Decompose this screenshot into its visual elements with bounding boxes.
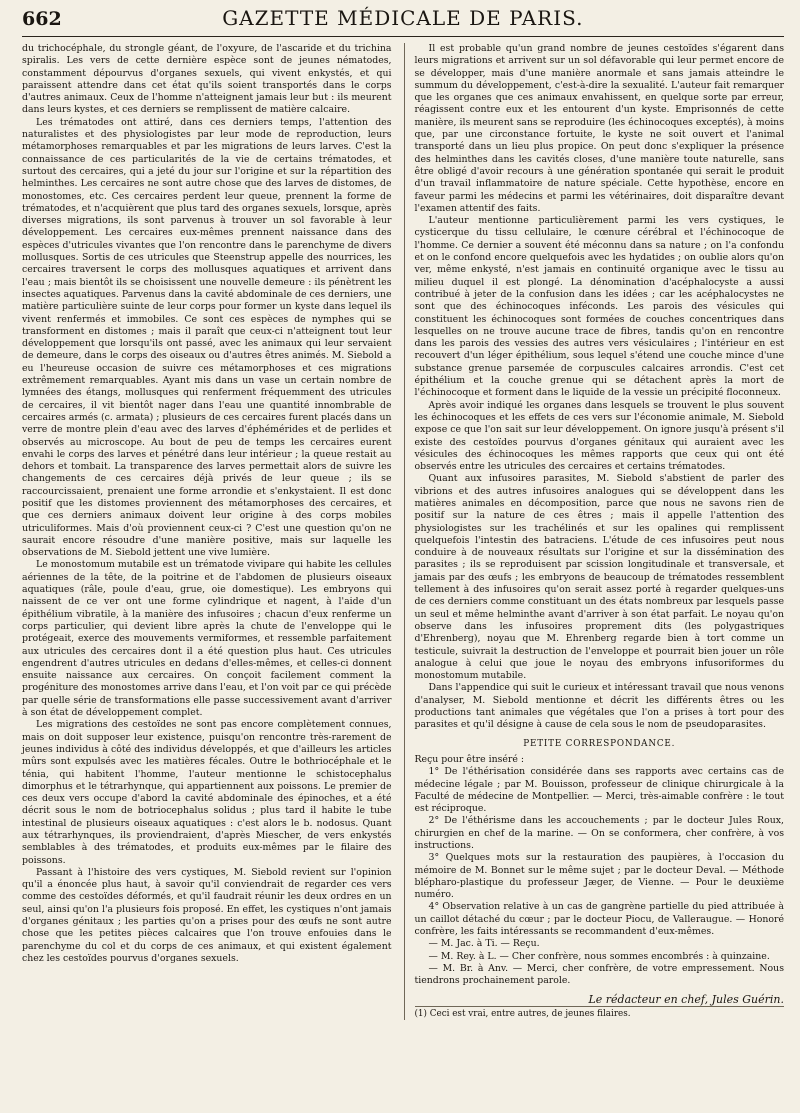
correspondence-item: 3° Quelques mots sur la restauration des paupières, à l'occasion du mémoire de M. Bonnet sur le même sujet ; par le docteur Deval. — Méthode blépharo-plastique du professeur Jæger, de Vienne. — Pour le deuxième numéro. [414, 852, 784, 901]
left-paragraph: Les trématodes ont attiré, dans ces derniers temps, l'attention des naturalistes et des physiologistes par leur mode de reproduction, leurs métamorphoses remarquables et par les migrations de leurs larves. C'est la connaissance de ces particularités de la vie de certains trématodes, et surtout des cercaires, qui a jeté du jour sur l'origine et sur la répartition des helminthes. Les cercaires ne sont autre chose que des larves de distomes, de monostomes, etc. Ces cercaires perdent leur queue, prennent la forme de trématodes, et n'acquièrent que plus tard des organes sexuels, lorsque, après diverses migrations, ils sont parvenus à trouver un sol favorable à leur développement. Les cercaires eux-mêmes prennent naissance dans des espèces d'utricules vivantes que l'on rencontre dans le parenchyme de divers mollusques. Sortis de ces utricules que Steenstrup appelle des nourrices, les cercaires traversent le corps des mollusques aquatiques et arrivent dans l'eau ; mais bientôt ils se choisissent une nouvelle demeure : ils pénètrent les insectes aquatiques. Parvenus dans la cavité abdominale de ces derniers, une matière particulière suinte de leur corps pour former un kyste dans lequel ils vivent renfermés et immobiles. Ce sont ces espèces de nymphes qui se transforment en distomes ; mais il paraît que ceux-ci n'atteignent tout leur développement que lorsqu'ils ont passé, avec les animaux qui leur servaient de demeure, dans le corps des oiseaux ou d'autres êtres animés. M. Siebold a eu l'heureuse occasion de suivre ces métamorphoses et ces migrations extrêmement remarquables. Ayant mis dans un vase un certain nombre de lymnées des étangs, mollusques qui renferment fréquemment des utricules de cercaires, il vit bientôt nager dans l'eau une quantité innombrable de cercaires armés (c. armata) ; plusieurs de ces cercaires furent placés dans un verre de montre plein d'eau avec des larves d'éphémérides et de perlides et observés au microscope. Au bout de peu de temps les cercaires eurent envahi le corps des larves et pénétré dans leur intérieur ; la queue restait au dehors et tombait. La transparence des larves permettait alors de suivre les changements de ces cercaires déjà privés de leur queue ; ils se raccourcissaient, prenaient une forme arrondie et s'enkystaient. Il est donc positif que les distomes proviennent des métamorphoses des cercaires, et que ces derniers animaux doivent leur origine à des corps mobiles utriculiformes. Mais d'où proviennent ceux-ci ? C'est une question qu'on ne saurait encore résoudre d'une manière positive, mais sur laquelle les observations de M. Siebold jettent une vive lumière. [22, 116, 392, 559]
left-column [22, 43, 392, 1020]
right-column [404, 43, 785, 1020]
correspondence-item: — M. Rey. à L. — Cher confrère, nous sommes encombrés : à quinzaine. [428, 950, 770, 962]
page-number: 662 [22, 8, 62, 30]
correspondence-item: — M. Jac. à Ti. — Reçu. [428, 938, 540, 950]
correspondence-item: 1° De l'éthérisation considérée dans ses rapports avec certains cas de médecine légale ; par M. Bouisson, professeur de clinique chirurgicale à la Faculté de médecine de Montpellier. — Merci, très-aimable confrère : le tout est réciproque. [414, 766, 784, 815]
correspondence-item: — M. Br. à Anv. — Merci, cher confrère, de votre empressement. Nous tiendrons prochainement parole. [414, 962, 784, 987]
correspondence-heading: PETITE CORRESPONDANCE. [523, 738, 676, 749]
editor-signature: Le rédacteur en chef, Jules Guérin. [588, 992, 784, 1006]
body-columns [22, 43, 784, 1020]
left-paragraph: Le monostomum mutabile est un trématode vivipare qui habite les cellules aériennes de la tête, de la poitrine et de l'abdomen de plusieurs oiseaux aquatiques (râle, poule d'eau, grue, oie domestique). Les embryons qui naissent de ce ver ont une forme cylindrique et nagent, à l'aide d'un épithélium vibratile, à la manière des infusoires ; chacun d'eux renferme un corps particulier, qui devient libre après la chute de l'enveloppe qui le protégeait, exerce des mouvements vermiformes, et ressemble parfaitement aux utricules des cercaires dont il a été question plus haut. Ces utricules engendrent d'autres utricules en dedans d'elles-mêmes, et celles-ci donnent ensuite naissance aux cercaires. On conçoit facilement comment la progéniture des monostomes arrive dans l'eau, et l'on voit par ce qui précède par quelle série de transformations elle passe successivement avant d'arriver à son état de développement complet. [22, 559, 392, 719]
correspondence-item: 2° De l'éthérisme dans les accouchements ; par le docteur Jules Roux, chirurgien en chef de la marine. — On se conformera, cher confrère, à vos instructions. [414, 815, 784, 851]
left-paragraph: Les migrations des cestoïdes ne sont pas encore complètement connues, mais on doit supposer leur existence, puisqu'on rencontre très-rarement de jeunes individus à côté des individus développés, et que d'ailleurs les articles mûrs sont expulsés avec les matières fécales. Outre le bothriocéphale et le ténia, qui habitent l'homme, l'auteur mentionne le schistocephalus dimorphus et le tétrarhynque, qui appartiennent aux poissons. Le premier de ces deux vers occupe d'abord la cavité abdominale des épinoches, et a été décrit sous le nom de botriocephalus solidus ; plus tard il habite le tube intestinal de plusieurs oiseaux aquatiques : c'est alors le b. nodosus. Quant aux tétrarhynques, ils proviendraient, d'après Miescher, de vers enkystés semblables à des trématodes, et produits eux-mêmes par le filaire des poissons. [22, 719, 392, 866]
left-paragraph: du trichocéphale, du strongle géant, de l'oxyure, de l'ascaride et du trichina spiralis. Les vers de cette dernière espèce sont de jeunes nématodes, constamment dépourvus d'organes sexuels, qui vivent enkystés, et qui paraissent attendre dans cet état qu'ils soient transportés dans le corps d'autres animaux. Ceux de l'homme n'atteignent jamais leur but : ils meurent dans leurs kystes, et ces derniers se remplissent de matière calcaire. [22, 43, 392, 116]
right-paragraph: L'auteur mentionne particulièrement parmi les vers cystiques, le cysticerque du tissu cellulaire, le cœnure cérébral et l'échinocoque de l'homme. Ce dernier a souvent été méconnu dans sa nature ; on l'a confondu et on le confond encore quelquefois avec les hydatides ; on oublie alors qu'on ver, même enkysté, n'est jamais en continuité organique avec le tissu au milieu duquel il est plongé. La dénomination d'acéphalocyste a aussi contribué à jeter de la confusion dans les idées ; car les acéphalocystes ne sont que des échinocoques inféconds. Les parois des vésicules qui constituent les échinocoques sont formées de couches concentriques dans lesquelles on ne trouve aucune trace de fibres, tandis qu'on en rencontre dans les parois des vessies des autres vers vésiculaires ; l'intérieur en est recouvert d'un léger épithélium, sous lequel s'étend une couche mince d'une substance grenue parsemée de corpuscules calcaires arrondis. C'est cet épithélium et la couche grenue qui se détachent après la mort de l'échinocoque et forment dans le liquide de la vessie un précipité floconneux. [414, 215, 784, 399]
page-header [22, 6, 784, 37]
correspondence-item: 4° Observation relative à un cas de gangrène partielle du pied attribuée à un caillot détaché du cœur ; par le docteur Piocu, de Valleraugue. — Honoré confrère, les faits intéressants se recommandent d'eux-mêmes. [414, 901, 784, 938]
right-paragraph: Il est probable qu'un grand nombre de jeunes cestoïdes s'égarent dans leurs migrations et arrivent sur un sol défavorable qui leur permet encore de se développer, mais d'une manière anormale et sans jamais atteindre le summum du développement, c'est-à-dire la sexualité. L'auteur fait remarquer que les organes que ces animaux envahissent, en quelque sorte par erreur, réagissent contre eux et les entourent d'un kyste. Emprisonnés de cette manière, ils meurent sans se reproduire (les échinocoques exceptés), à moins que, par une circonstance fortuite, le kyste ne soit ouvert et l'animal transporté dans un lieu plus propice. On peut donc s'expliquer la présence des helminthes dans les cavités closes, d'une manière toute naturelle, sans être obligé d'avoir recours à une génération spontanée qui serait le produit d'un travail inflammatoire de nature spéciale. Cette hypothèse, encore en faveur parmi les médecins et parmi les vétérinaires, doit disparaître devant l'examen attentif des faits. [414, 43, 784, 214]
right-paragraph: Dans l'appendice qui suit le curieux et intéressant travail que nous venons d'analyser, M. Siebold mentionne et décrit les différents êtres ou les productions tant animales que végétales que l'on a prises à tort pour des parasites et qu'il désigne à cause de cela sous le nom de pseudoparasites. [414, 682, 784, 731]
right-paragraph: Après avoir indiqué les organes dans lesquels se trouvent le plus souvent les échinocoques et les effets de ces vers sur l'économie animale, M. Siebold expose ce que l'on sait sur leur développement. On ignore jusqu'à présent s'il existe des cestoïdes pourvus d'organes génitaux qui auraient avec les vésicules des échinocoques les mêmes rapports que ceux qui ont été observés entre les utricules des cercaires et certains trématodes. [414, 399, 784, 473]
right-paragraph: Quant aux infusoires parasites, M. Siebold s'abstient de parler des vibrions et des autres infusoires analogues qui se développent dans les matières animales en décomposition, parce que nous ne savons rien de positif sur la nature de ces êtres ; mais il appelle l'attention des physiologistes sur les trachélinés et sur les opalines qui remplissent quelquefois l'intestin des batraciens. L'étude de ces infusoires peut nous conduire à de nouveaux résultats sur l'origine et sur la dissémination des parasites ; ils se reproduisent par scission longitudinale et transversale, et jamais par des œufs ; les embryons de beaucoup de trématodes ressemblent tellement à des infusoires qu'on serait assez porté à regarder quelques-uns de ces derniers comme constituant un des états nombreux par lesquels passe un seul et même helminthe avant d'arriver à son état parfait. Le noyau qu'on observe dans les infusoires proprement dits (les polygastriques d'Ehrenberg), noyau que M. Ehrenberg regarde bien à tort comme un testicule, suivrait la destruction de l'enveloppe et pourrait bien jouer un rôle analogue à celui que joue le noyau des embryons infusoriformes du monostomum mutabile. [414, 473, 784, 682]
footnote: (1) Ceci est vrai, entre autres, de jeunes filaires. [415, 1006, 785, 1021]
left-paragraph: Passant à l'histoire des vers cystiques, M. Siebold revient sur l'opinion qu'il a énoncée plus haut, à savoir qu'il conviendrait de regarder ces vers comme des cestoïdes déformés, et qu'il faudrait réunir les deux ordres en un seul, ainsi qu'on l'a plusieurs fois proposé. En effet, les cystiques n'ont jamais d'organes génitaux ; les parties qu'on a prises pour des œufs ne sont autre chose que les petites pièces calcaires que l'on trouve enfouies dans le parenchyme du col et du corps de ces animaux, et qui existent également chez les cestoïdes pourvus d'organes sexuels. [22, 866, 392, 964]
correspondence-intro: Reçu pour être inséré : [414, 753, 525, 765]
running-title: GAZETTE MÉDICALE DE PARIS. [222, 6, 584, 30]
